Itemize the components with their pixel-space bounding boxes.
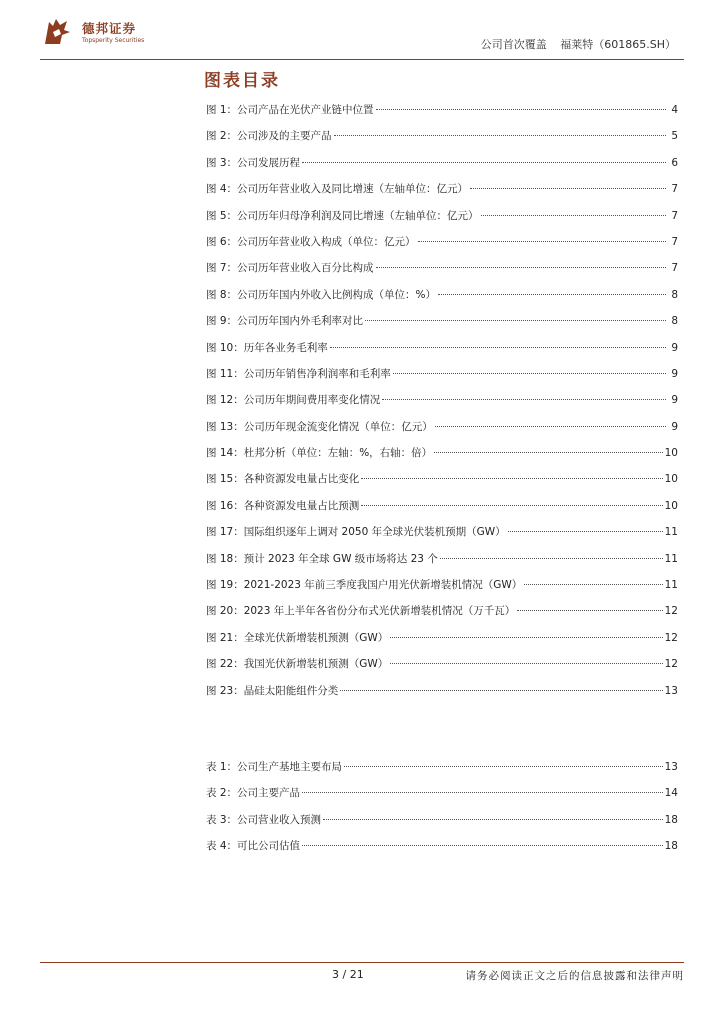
dot-leader [361,505,662,506]
toc-entry-page: 10 [664,447,678,460]
dot-leader [418,241,666,242]
figure-toc-entry[interactable] [206,683,678,709]
toc-entry-page: 9 [671,394,678,407]
toc-entry-page: 4 [671,104,678,116]
toc-entry-label: 图 6：公司历年营业收入构成（单位：亿元） [206,235,416,248]
toc-entry-label: 表 4：可比公司估值 [206,840,301,853]
dot-leader [434,452,662,453]
figure-toc-entry[interactable] [206,181,678,207]
figure-toc-entry[interactable] [206,524,678,550]
toc-entry-page: 10 [664,499,678,512]
dot-leader [524,584,662,585]
dot-leader [376,109,666,110]
dot-leader [361,478,662,479]
toc-entry-page: 11 [664,526,678,539]
toc-entry-page: 7 [671,262,678,275]
page-footer [40,962,684,992]
figure-toc-entry[interactable] [206,445,678,471]
toc-title: 图表目录 [204,71,280,91]
disclaimer-text: 请务必阅读正文之后的信息披露和法律声明 [465,970,684,982]
figure-toc-entry[interactable] [206,577,678,603]
dot-leader [334,135,666,136]
toc-entry-page: 12 [664,605,678,618]
toc-entry-label: 图 1：公司产品在光伏产业链中位置 [206,104,374,116]
figure-toc-entry[interactable] [206,128,678,154]
toc-entry-page: 8 [671,288,678,301]
dot-leader [323,819,663,820]
toc-entry-page: 7 [671,235,678,248]
page-header [40,14,684,60]
toc-entry-label: 图 23：晶硅太阳能组件分类 [206,684,339,697]
toc-entry-page: 11 [664,552,678,565]
toc-entry-label: 图 8：公司历年国内外收入比例构成（单位：%） [206,288,436,301]
toc-entry-label: 表 3：公司营业收入预测 [206,813,322,826]
figure-toc-entry[interactable] [206,340,678,366]
toc-entry-page: 12 [664,658,678,671]
figure-toc-entry[interactable] [206,234,678,260]
brand-logo-icon [40,16,74,50]
company-name: 福莱特（601865.SH） [560,38,676,51]
toc-entry-page: 7 [671,209,678,222]
toc-entry-label: 图 18：预计 2023 年全球 GW 级市场将达 23 个 [206,552,438,565]
brand-name-cn: 德邦证券 [82,21,137,36]
dot-leader [393,373,666,374]
toc-entry-label: 图 12：公司历年期间费用率变化情况 [206,394,381,407]
figure-toc-entry[interactable] [206,366,678,392]
figure-toc-entry[interactable] [206,630,678,656]
toc-entry-label: 图 16：各种资源发电量占比预测 [206,499,360,512]
footer-divider [40,962,684,963]
toc-entry-label: 图 7：公司历年营业收入百分比构成 [206,262,374,275]
toc-entry-label: 图 4：公司历年营业收入及同比增速（左轴单位：亿元） [206,183,469,196]
dot-leader [440,558,663,559]
toc-entry-page: 9 [671,367,678,380]
figure-toc-entry[interactable] [206,155,678,181]
toc-entry-page: 6 [671,156,678,169]
toc-entry-label: 图 11：公司历年销售净利润率和毛利率 [206,367,391,380]
figure-toc-entry[interactable] [206,313,678,339]
toc-entry-page: 13 [664,684,678,697]
figure-toc-entry[interactable] [206,419,678,445]
toc-entry-label: 图 17：国际组织逐年上调对 2050 年全球光伏装机预期（GW） [206,526,506,539]
toc-entry-page: 10 [664,473,678,486]
figure-toc-entry[interactable] [206,656,678,682]
dot-leader [365,320,666,321]
toc-entry-page: 18 [664,813,678,826]
table-toc-entry[interactable] [206,812,678,838]
toc-entry-label: 图 2：公司涉及的主要产品 [206,130,332,143]
figure-toc-entry[interactable] [206,471,678,497]
toc-entry-label: 图 20：2023 年上半年各省份分布式光伏新增装机情况（万千瓦） [206,605,516,618]
toc-entry-page: 9 [671,420,678,433]
figure-toc-entry[interactable] [206,392,678,418]
dot-leader [438,294,666,295]
figure-list [206,102,678,709]
table-toc-entry[interactable] [206,759,678,785]
toc-entry-page: 8 [671,315,678,328]
dot-leader [470,188,666,189]
dot-leader [302,845,663,846]
toc-entry-label: 图 22：我国光伏新增装机预测（GW） [206,658,389,671]
toc-entry-label: 图 21：全球光伏新增装机预测（GW） [206,631,389,644]
dot-leader [382,399,666,400]
dot-leader [340,690,662,691]
dot-leader [330,347,666,348]
toc-entry-label: 图 14：杜邦分析（单位：左轴：%，右轴：倍） [206,447,433,460]
dot-leader [344,766,663,767]
dot-leader [390,663,662,664]
header-report-info [471,36,676,52]
figure-toc-entry[interactable] [206,287,678,313]
toc-entry-label: 图 10：历年各业务毛利率 [206,341,328,354]
page-number: 3 / 21 [332,968,364,981]
toc-entry-label: 图 19：2021-2023 年前三季度我国户用光伏新增装机情况（GW） [206,579,523,592]
dot-leader [390,637,662,638]
dot-leader [435,426,666,427]
toc-entry-page: 14 [664,787,678,800]
toc-entry-page: 11 [664,579,678,592]
toc-entry-page: 13 [664,761,678,773]
toc-entry-label: 表 2：公司主要产品 [206,787,301,800]
toc-entry-label: 表 1：公司生产基地主要布局 [206,761,343,773]
figure-toc-entry[interactable] [206,260,678,286]
figure-toc-entry[interactable] [206,551,678,577]
toc-entry-page: 5 [671,130,678,143]
dot-leader [376,267,666,268]
toc-entry-page: 12 [664,631,678,644]
dot-leader [517,610,662,611]
toc-entry-label: 图 3：公司发展历程 [206,156,301,169]
brand-name-en: Topsperity Securities [82,37,145,44]
figure-toc-entry[interactable] [206,603,678,629]
header-divider [40,59,684,60]
figure-toc-entry[interactable] [206,498,678,524]
table-list [206,759,678,865]
toc-entry-label: 图 13：公司历年现金流变化情况（单位：亿元） [206,420,433,433]
toc-entry-page: 18 [664,840,678,853]
dot-leader [508,531,663,532]
figure-toc-entry[interactable] [206,208,678,234]
dot-leader [302,792,663,793]
table-toc-entry[interactable] [206,838,678,864]
dot-leader [302,162,666,163]
toc-entry-page: 9 [671,341,678,354]
table-toc-entry[interactable] [206,785,678,811]
dot-leader [481,215,666,216]
report-type: 公司首次覆盖 [480,38,547,51]
toc-entry-label: 图 9：公司历年国内外毛利率对比 [206,315,364,328]
toc-entry-label: 图 5：公司历年归母净利润及同比增速（左轴单位：亿元） [206,209,479,222]
brand-logo [40,16,170,50]
toc-entry-page: 7 [671,183,678,196]
figure-toc-entry[interactable] [206,102,678,128]
toc-entry-label: 图 15：各种资源发电量占比变化 [206,473,360,486]
